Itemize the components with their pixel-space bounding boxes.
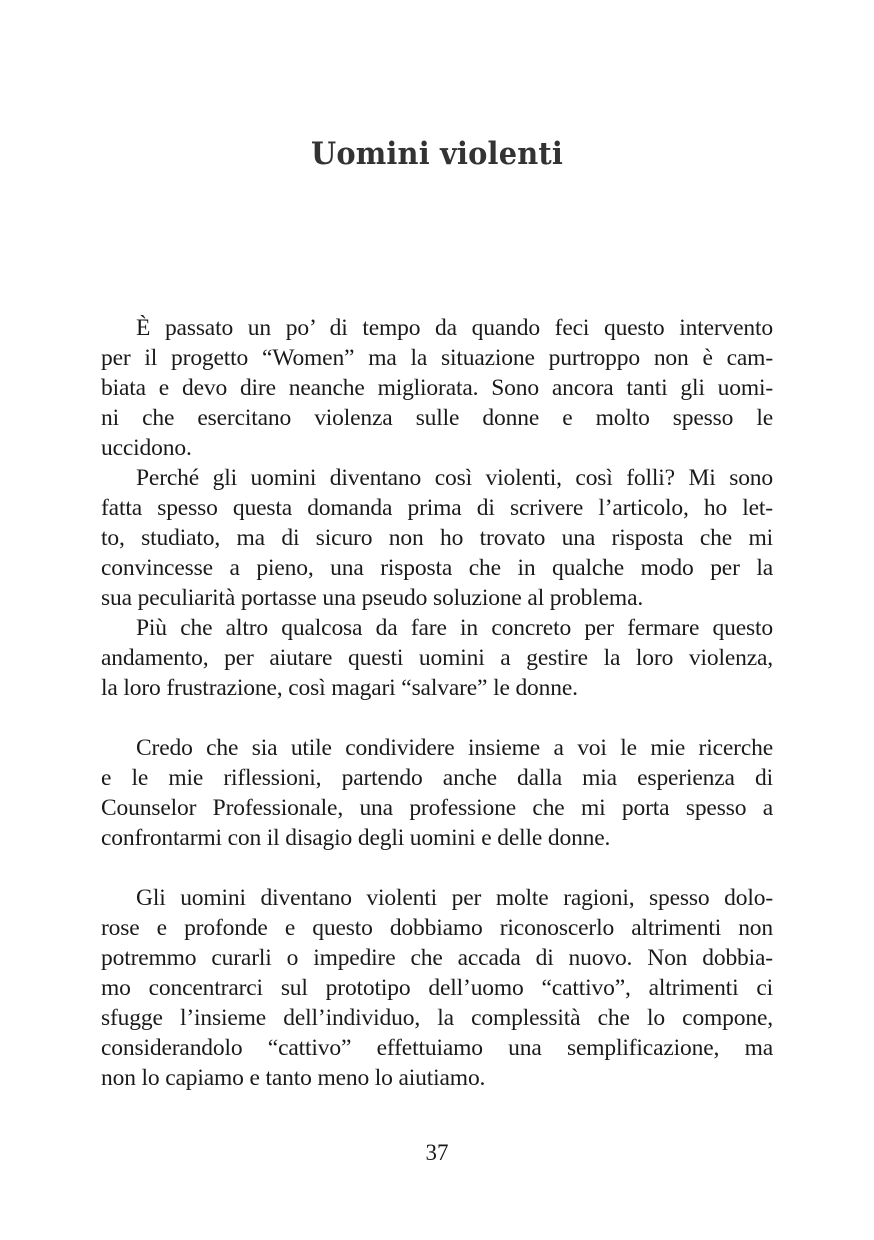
- text-line: Più che altro qualcosa da fare in concreto per fermare questo: [136, 615, 773, 641]
- text-line: Credo che sia utile condividere insieme a voi le mie ricerche: [136, 735, 773, 761]
- text-line: Counselor Professionale, una professione che mi porta spesso a: [101, 795, 773, 821]
- text-line: convincesse a pieno, una risposta che in qualche modo per la: [101, 555, 773, 581]
- text-line: potremmo curarli o impedire che accada di nuovo. Non dobbia-: [101, 945, 773, 971]
- text-line: rose e profonde e questo dobbiamo riconoscerlo altrimenti non: [101, 915, 773, 941]
- text-line: considerandolo “cattivo” effettuiamo una semplificazione, ma: [101, 1035, 773, 1061]
- text-line: Perché gli uomini diventano così violenti, così folli? Mi sono: [136, 465, 773, 491]
- text-line: ni che esercitano violenza sulle donne e molto spesso le: [101, 405, 773, 431]
- text-line: to, studiato, ma di sicuro non ho trovato una risposta che mi: [101, 525, 773, 551]
- text-line: confrontarmi con il disagio degli uomini e delle donne.: [101, 825, 611, 851]
- text-line: uccidono.: [101, 435, 192, 461]
- text-line: non lo capiamo e tanto meno lo aiutiamo.: [101, 1065, 486, 1091]
- text-line: fatta spesso questa domanda prima di scrivere l’articolo, ho let-: [101, 495, 773, 521]
- text-line: sfugge l’insieme dell’individuo, la complessità che lo compone,: [101, 1005, 773, 1031]
- page-number: 37: [425, 1140, 449, 1165]
- text-line: Gli uomini diventano violenti per molte ragioni, spesso dolo-: [136, 885, 773, 911]
- text-line: la loro frustrazione, così magari “salvare” le donne.: [101, 675, 578, 701]
- text-line: sua peculiarità portasse una pseudo soluzione al problema.: [101, 585, 644, 611]
- text-line: biata e devo dire neanche migliorata. Sono ancora tanti gli uomi-: [101, 375, 773, 401]
- text-line: e le mie riflessioni, partendo anche dalla mia esperienza di: [101, 765, 773, 791]
- text-line: andamento, per aiutare questi uomini a gestire la loro violenza,: [101, 645, 773, 671]
- text-line: per il progetto “Women” ma la situazione purtroppo non è cam-: [101, 345, 773, 371]
- chapter-title: Uomini violenti: [310, 136, 564, 172]
- text-line: È passato un po’ di tempo da quando feci questo intervento: [136, 315, 773, 341]
- text-line: mo concentrarci sul prototipo dell’uomo “cattivo”, altrimenti ci: [101, 975, 773, 1001]
